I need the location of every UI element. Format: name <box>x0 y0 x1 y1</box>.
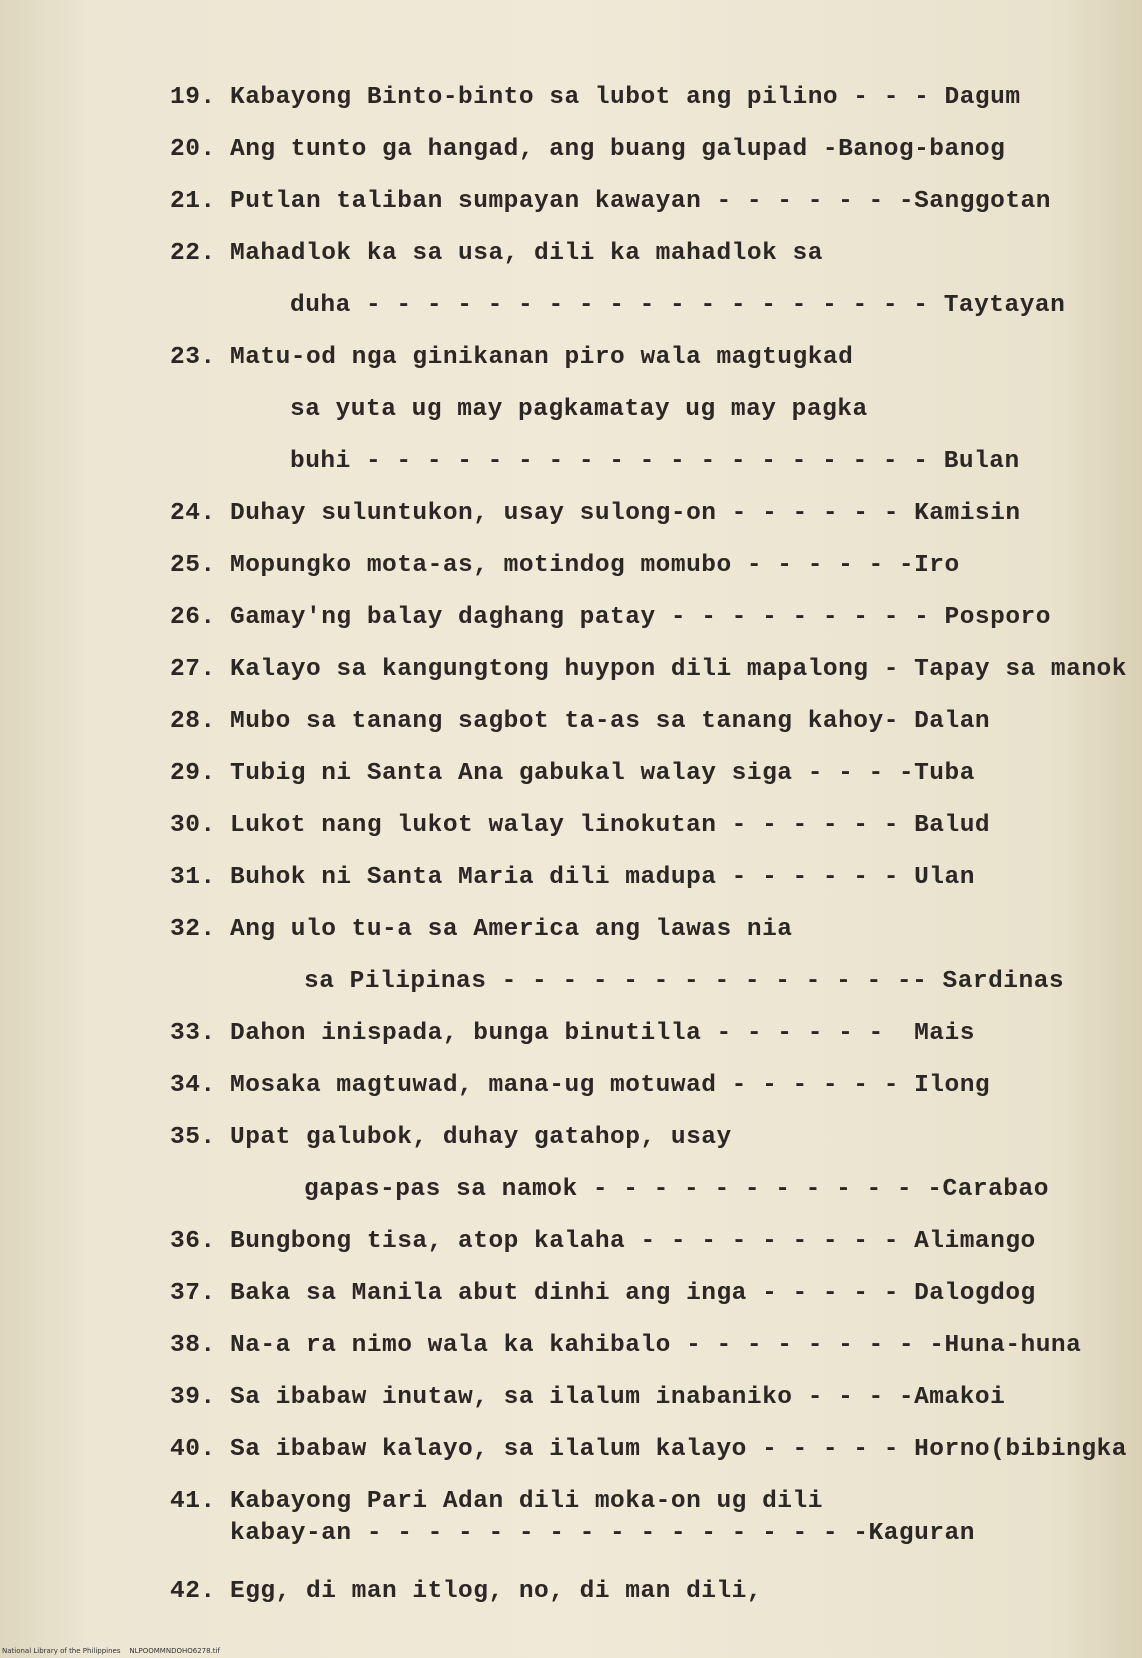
riddle-line: 35. Upat galubok, duhay gatahop, usay <box>170 1124 732 1151</box>
riddle-line: 40. Sa ibabaw kalayo, sa ilalum kalayo - - - - - Horno(bibingka <box>170 1436 1127 1463</box>
riddle-line-continuation: gapas-pas sa namok - - - - - - - - - - - -Carabao <box>304 1176 1049 1203</box>
riddle-line: 39. Sa ibabaw inutaw, sa ilalum inabaniko - - - -Amakoi <box>170 1384 1006 1411</box>
riddle-line-continuation: buhi - - - - - - - - - - - - - - - - - - - Bulan <box>290 448 1020 475</box>
riddle-line: 26. Gamay'ng balay daghang patay - - - - - - - - - Posporo <box>170 604 1051 631</box>
riddle-line: 34. Mosaka magtuwad, mana-ug motuwad - - - - - - Ilong <box>170 1072 991 1099</box>
riddle-line: 28. Mubo sa tanang sagbot ta-as sa tanang kahoy- Dalan <box>170 708 991 735</box>
riddle-line-continuation: duha - - - - - - - - - - - - - - - - - - - Taytayan <box>290 292 1066 319</box>
riddle-line: 36. Bungbong tisa, atop kalaha - - - - - - - - - Alimango <box>170 1228 1036 1255</box>
riddle-line: 23. Matu-od nga ginikanan piro wala magtugkad <box>170 344 854 371</box>
scan-footer: National Library of the Philippines NLPOOMMNDOHO6278.tif <box>2 1647 220 1655</box>
riddle-line-continuation: sa yuta ug may pagkamatay ug may pagka <box>290 396 868 423</box>
riddle-line: 21. Putlan taliban sumpayan kawayan - - - - - - -Sanggotan <box>170 188 1051 215</box>
riddle-line-continuation: sa Pilipinas - - - - - - - - - - - - - -- Sardinas <box>304 968 1065 995</box>
riddle-line: 41. Kabayong Pari Adan dili moka-on ug dili <box>170 1488 823 1515</box>
riddle-line: 27. Kalayo sa kangungtong huypon dili mapalong - Tapay sa manok <box>170 656 1127 683</box>
riddle-line: 37. Baka sa Manila abut dinhi ang inga - - - - - Dalogdog <box>170 1280 1036 1307</box>
riddle-line: 25. Mopungko mota-as, motindog momubo - - - - - -Iro <box>170 552 960 579</box>
riddle-line: 38. Na-a ra nimo wala ka kahibalo - - - - - - - - -Huna-huna <box>170 1332 1082 1359</box>
riddle-line: 20. Ang tunto ga hangad, ang buang galupad -Banog-banog <box>170 136 1006 163</box>
riddle-line: 30. Lukot nang lukot walay linokutan - - - - - - Balud <box>170 812 991 839</box>
riddle-line: 32. Ang ulo tu-a sa America ang lawas nia <box>170 916 793 943</box>
riddle-line: 24. Duhay suluntukon, usay sulong-on - - - - - - Kamisin <box>170 500 1021 527</box>
riddle-line: 42. Egg, di man itlog, no, di man dili, <box>170 1578 763 1605</box>
riddle-line: 33. Dahon inispada, bunga binutilla - - - - - - Mais <box>170 1020 975 1047</box>
riddle-line: 19. Kabayong Binto-binto sa lubot ang pilino - - - Dagum <box>170 84 1021 111</box>
riddle-line: 29. Tubig ni Santa Ana gabukal walay siga - - - -Tuba <box>170 760 975 787</box>
riddle-line: 31. Buhok ni Santa Maria dili madupa - - - - - - Ulan <box>170 864 975 891</box>
riddle-line: 22. Mahadlok ka sa usa, dili ka mahadlok sa <box>170 240 823 267</box>
riddle-line-continuation: kabay-an - - - - - - - - - - - - - - - - -Kaguran <box>230 1520 975 1547</box>
